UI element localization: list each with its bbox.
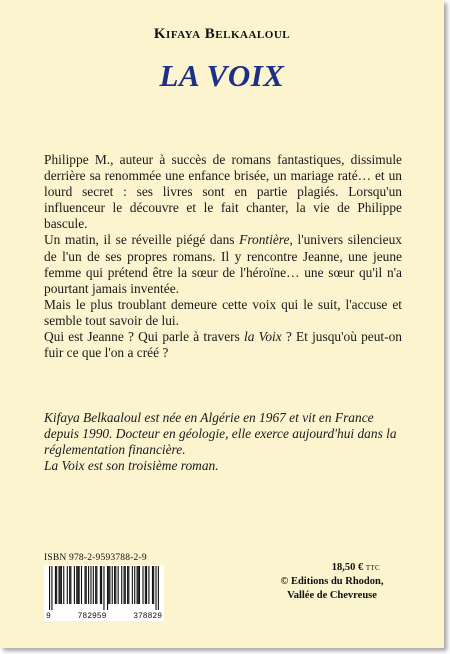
barcode-bar	[138, 566, 139, 604]
barcode	[44, 565, 164, 621]
ean-left-group: 782959	[77, 612, 107, 621]
barcode-bar	[90, 566, 91, 604]
barcode-bar	[124, 566, 125, 604]
bio-book-title: La Voix	[44, 458, 85, 474]
price-amount: 18,50 €	[331, 562, 364, 573]
work-title: la Voix	[244, 329, 282, 345]
bio-paragraph: Kifaya Belkaaloul est née en Algérie en 1967 et vit en France depuis 1990. Docteur en géologie, elle exerce aujourd'hui dans la réglementation financière.	[44, 410, 397, 458]
barcode-bar	[63, 566, 64, 604]
blurb-text: , l'univers silencieux de l'un de ses propres romans. Il y rencontre Jeanne, une jeune femme qui prétend être la sœur de l'héroïne… une sœur qu'il n'a pourtant jamais inventée.	[44, 232, 402, 296]
barcode-bar	[86, 566, 87, 604]
publisher-line: Vallée de Chevreuse	[287, 590, 377, 601]
work-title: Frontière	[239, 232, 290, 248]
barcode-bar	[49, 566, 50, 610]
blurb-paragraph: Philippe M., auteur à succès de romans fantastiques, dissimule derrière sa renommée une enfance brisée, un mariage raté… et un lourd secret : ses livres sont en partie plagiés. Lorsqu'un influenceur le découvre et le fait chanter, la vie de Philippe bascule.	[44, 152, 402, 232]
barcode-bar	[77, 566, 78, 604]
barcode-bar	[51, 566, 52, 610]
barcode-bar	[152, 566, 153, 604]
barcode-bar	[139, 566, 140, 604]
barcode-bar	[121, 566, 122, 604]
publisher-line: © Editions du Rhodon,	[280, 576, 384, 587]
barcode-bar	[148, 566, 149, 604]
publisher	[262, 575, 402, 603]
barcode-bar	[58, 566, 59, 604]
barcode-bar	[103, 566, 104, 610]
price	[332, 562, 380, 573]
barcode-bar	[127, 566, 128, 604]
barcode-bar	[137, 566, 138, 604]
barcode-bar	[158, 566, 159, 610]
barcode-bar	[88, 566, 89, 604]
ean-first-digit: 9	[46, 612, 51, 621]
ean-digits	[44, 612, 164, 621]
barcode-bar	[128, 566, 129, 604]
barcode-bar	[153, 566, 154, 604]
barcode-bar	[107, 566, 108, 610]
blurb	[44, 152, 402, 361]
author-name: Kifaya Belkaaloul	[153, 26, 291, 42]
blurb-paragraph	[44, 232, 402, 296]
barcode-bar	[84, 566, 85, 604]
barcode-bar	[101, 566, 102, 604]
barcode-bar	[61, 566, 62, 604]
barcode-block	[44, 553, 164, 621]
barcode-bar	[132, 566, 133, 604]
barcode-bar	[142, 566, 143, 604]
barcode-bar	[115, 566, 116, 604]
barcode-bar	[60, 566, 61, 604]
bio-paragraph	[44, 458, 402, 474]
ean-right-group: 378829	[133, 612, 162, 621]
barcode-bar	[93, 566, 94, 604]
book-title: LA VOIX	[159, 58, 285, 93]
barcode-bar	[70, 566, 71, 604]
barcode-bar	[125, 566, 126, 604]
barcode-bar	[108, 566, 109, 604]
barcode-bar	[100, 566, 101, 604]
isbn-label: ISBN 978-2-9593788-2-9	[44, 553, 147, 563]
barcode-bar	[56, 566, 57, 604]
barcode-bar	[114, 566, 115, 604]
blurb-text: ? Et jusqu'où peut-on fuir ce que l'on a créé ?	[44, 329, 402, 361]
barcode-bar	[118, 566, 119, 604]
barcode-bar	[95, 566, 96, 604]
barcode-bar	[134, 566, 135, 604]
barcode-bar	[74, 566, 75, 604]
author-bio	[44, 410, 402, 474]
barcode-bars	[49, 566, 159, 610]
bio-text: est son troisième roman.	[84, 458, 219, 474]
barcode-bar	[112, 566, 113, 604]
barcode-bar	[67, 566, 68, 604]
barcode-bar	[76, 566, 77, 604]
blurb-paragraph	[44, 329, 402, 361]
blurb-text: Qui est Jeanne ? Qui parle à travers	[44, 329, 245, 345]
barcode-bar	[96, 566, 97, 604]
price-suffix: TTC	[365, 564, 380, 572]
barcode-bar	[146, 566, 147, 604]
blurb-text: Un matin, il se réveille piégé dans	[44, 232, 240, 248]
barcode-bar	[155, 566, 156, 610]
blurb-paragraph: Mais le plus troublant demeure cette voix qui le suit, l'accuse et semble tout savoir de lui.	[44, 296, 402, 328]
barcode-bar	[69, 566, 70, 604]
barcode-bar	[79, 566, 80, 604]
barcode-bar	[81, 566, 82, 604]
barcode-bar	[145, 566, 146, 604]
barcode-bar	[109, 566, 110, 604]
barcode-bar	[55, 566, 56, 604]
